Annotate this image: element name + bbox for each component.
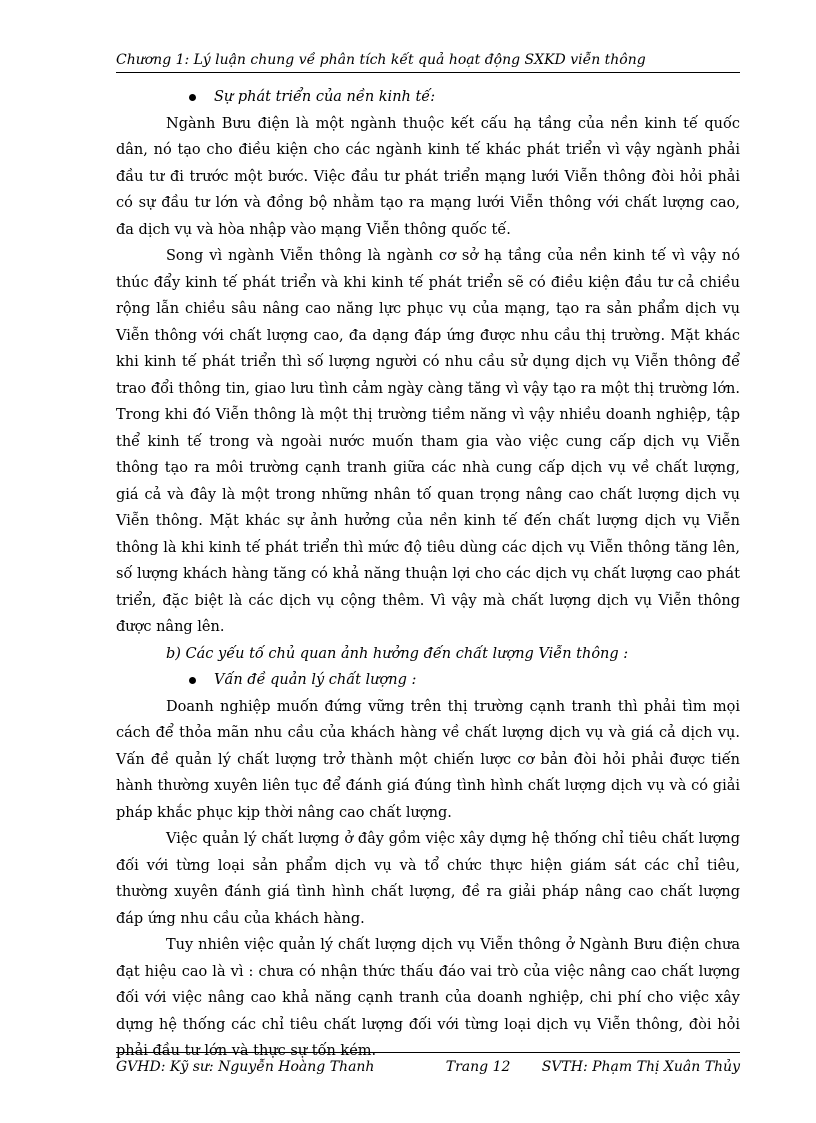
page-content xyxy=(116,84,740,1065)
footer-page-number: Trang 12 xyxy=(445,1059,511,1075)
footer-advisor: GVHD: Kỹ sư: Nguyễn Hoàng Thanh xyxy=(116,1059,375,1075)
bullet-item xyxy=(116,667,740,694)
page-footer xyxy=(116,1052,740,1077)
bullet-text: Sự phát triển của nền kinh tế: xyxy=(214,89,436,105)
footer-student: SVTH: Phạm Thị Xuân Thủy xyxy=(541,1059,740,1075)
paragraph: Tuy nhiên việc quản lý chất lượng dịch vụ Viễn thông ở Ngành Bưu điện chưa đạt hiệu cao là vì : chưa có nhận thức thấu đáo vai trò của việc nâng cao chất lượng đối với việc nâng cao khả năng cạnh tranh của doanh nghiệp, chi phí cho việc xây dựng hệ thống các chỉ tiêu chất lượng đối với từng loại dịch vụ Viễn thông, đòi hỏi phải đầu tư lớn và thực sự tốn kém. xyxy=(116,937,740,1059)
bullet-dot-icon xyxy=(189,94,196,101)
bullet-dot-icon xyxy=(189,677,196,684)
paragraph: Ngành Bưu điện là một ngành thuộc kết cấu hạ tầng của nền kinh tế quốc dân, nó tạo cho điều kiện cho các ngành kinh tế khác phát triển vì vậy ngành phải đầu tư đi trước một bước. Việc đầu tư phát triển mạng lưới Viễn thông đòi hỏi phải có sự đầu tư lớn và đồng bộ nhằm tạo ra mạng lưới Viễn thông với chất lượng cao, đa dịch vụ và hòa nhập vào mạng Viễn thông quốc tế. xyxy=(116,115,740,238)
paragraph: Việc quản lý chất lượng ở đây gồm việc xây dựng hệ thống chỉ tiêu chất lượng đối với từng loại sản phẩm dịch vụ và tổ chức thực hiện giám sát các chỉ tiêu, thường xuyên đánh giá tình hình chất lượng, đề ra giải pháp nâng cao chất lượng đáp ứng nhu cầu của khách hàng. xyxy=(116,831,740,927)
paragraph: Song vì ngành Viễn thông là ngành cơ sở hạ tầng của nền kinh tế vì vậy nó thúc đẩy kinh tế phát triển và khi kinh tế phát triển sẽ có điều kiện đầu tư cả chiều rộng lẫn chiều sâu nâng cao năng lực phục vụ của mạng, tạo ra sản phẩm dịch vụ Viễn thông với chất lượng cao, đa dạng đáp ứng được nhu cầu thị trường. Mặt khác khi kinh tế phát triển thì số lượng người có nhu cầu sử dụng dịch vụ Viễn thông để trao đổi thông tin, giao lưu tình cảm ngày càng tăng vì vậy tạo ra một thị trường lớn. Trong khi đó Viễn thông là một thị trường tiềm năng vì vậy nhiều doanh nghiệp, tập thể kinh tế trong và ngoài nước muốn tham gia vào việc cung cấp dịch vụ Viễn thông tạo ra môi trường cạnh tranh giữa các nhà cung cấp dịch vụ về chất lượng, giá cả và đây là một trong những nhân tố quan trọng nâng cao chất lượng dịch vụ Viễn thông. Mặt khác sự ảnh hưởng của nền kinh tế đến chất lượng dịch vụ Viễn thông là khi kinh tế phát triển thì mức độ tiêu dùng các dịch vụ Viễn thông tăng lên, số lượng khách hàng tăng có khả năng thuận lợi cho các dịch vụ chất lượng cao phát triển, đặc biệt là các dịch vụ cộng thêm. Vì vậy mà chất lượng dịch vụ Viễn thông được nâng lên. xyxy=(116,248,740,635)
bullet-item xyxy=(116,84,740,111)
bullet-text: Vấn đề quản lý chất lượng : xyxy=(214,672,417,688)
section-subheading: b) Các yếu tố chủ quan ảnh hưởng đến chất lượng Viễn thông : xyxy=(166,645,629,662)
paragraph: Doanh nghiệp muốn đứng vững trên thị trường cạnh tranh thì phải tìm mọi cách để thỏa mãn nhu cầu của khách hàng về chất lượng dịch vụ và giá cả dịch vụ. Vấn đề quản lý chất lượng trở thành một chiến lược cơ bản đòi hỏi phải được tiến hành thường xuyên liên tục để đánh giá đúng tình hình chất lượng dịch vụ và có giải pháp khắc phục kịp thời nâng cao chất lượng. xyxy=(116,698,740,821)
page-header: Chương 1: Lý luận chung về phân tích kết quả hoạt động SXKD viễn thông xyxy=(116,50,740,73)
